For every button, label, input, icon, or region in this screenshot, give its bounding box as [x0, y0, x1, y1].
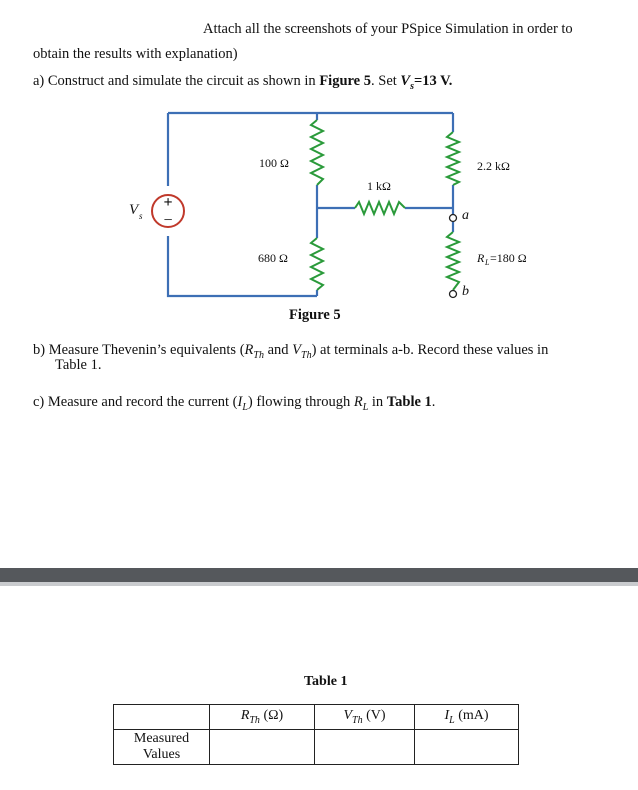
results-table [113, 704, 519, 765]
resistor-100-ohm [311, 120, 323, 185]
label-100-ohm: 100 Ω [259, 156, 289, 170]
table-header-il: $I_L$ (mA) [415, 705, 519, 730]
instruction-line-2: obtain the results with explanation) [33, 46, 238, 62]
source-plus-sign: + [163, 194, 173, 211]
table-row-label: Measured Values [114, 730, 210, 765]
instruction-line-1: Attach all the screenshots of your PSpice Simulation in order to [203, 21, 573, 37]
table-cell-rth-value[interactable] [210, 730, 315, 765]
source-label: V [129, 202, 139, 218]
table-header-rth: $R_{Th}$ (Ω) [210, 705, 315, 730]
label-2-2k-ohm: 2.2 kΩ [477, 159, 510, 173]
figure-5-reference: Figure 5 [319, 73, 371, 89]
source-minus-sign: − [163, 212, 173, 229]
resistor-load-180-ohm [447, 232, 459, 290]
part-b-line-1: b) Measure Thevenin’s equivalents ($R_{Th}$ and $V_{Th}$) at terminals a-b. Record these values in [33, 342, 549, 361]
figure-caption: Figure 5 [289, 307, 341, 323]
page-divider [0, 568, 638, 582]
label-terminal-b: b [462, 284, 469, 299]
part-c-text: c) Measure and record the current $(I_L)$ flowing through $R_L$ in Table 1. [33, 394, 436, 413]
source-label-sub: s [139, 211, 143, 221]
table-1-reference: Table 1 [386, 394, 432, 410]
resistor-680-ohm [311, 238, 323, 290]
label-rl-sub: L [485, 258, 490, 267]
table-header-vth: $V_{Th}$ (V) [315, 705, 415, 730]
table-title: Table 1 [304, 674, 348, 689]
terminal-b-node [450, 291, 457, 298]
label-1k-ohm: 1 kΩ [367, 179, 391, 193]
table-cell-vth-value[interactable] [315, 730, 415, 765]
part-a-text: a) Construct and simulate the circuit as shown in Figure 5. Set $V_s=13$ V. [33, 73, 453, 92]
table-row [114, 730, 519, 765]
terminal-a-node [450, 215, 457, 222]
table-header-row [114, 705, 519, 730]
resistor-2-2k-ohm [447, 132, 459, 185]
label-terminal-a: a [462, 208, 469, 223]
circuit-diagram [0, 0, 638, 320]
table-header-empty [114, 705, 210, 730]
part-b-line-2: Table 1. [55, 357, 102, 373]
label-680-ohm: 680 Ω [258, 251, 288, 265]
circuit-wires [168, 113, 453, 296]
table-cell-il-value[interactable] [415, 730, 519, 765]
page-divider-shadow [0, 582, 638, 586]
label-rl-symbol: R [477, 251, 485, 265]
label-rl-value: =180 Ω [490, 251, 527, 265]
resistor-1k-ohm [355, 202, 405, 214]
